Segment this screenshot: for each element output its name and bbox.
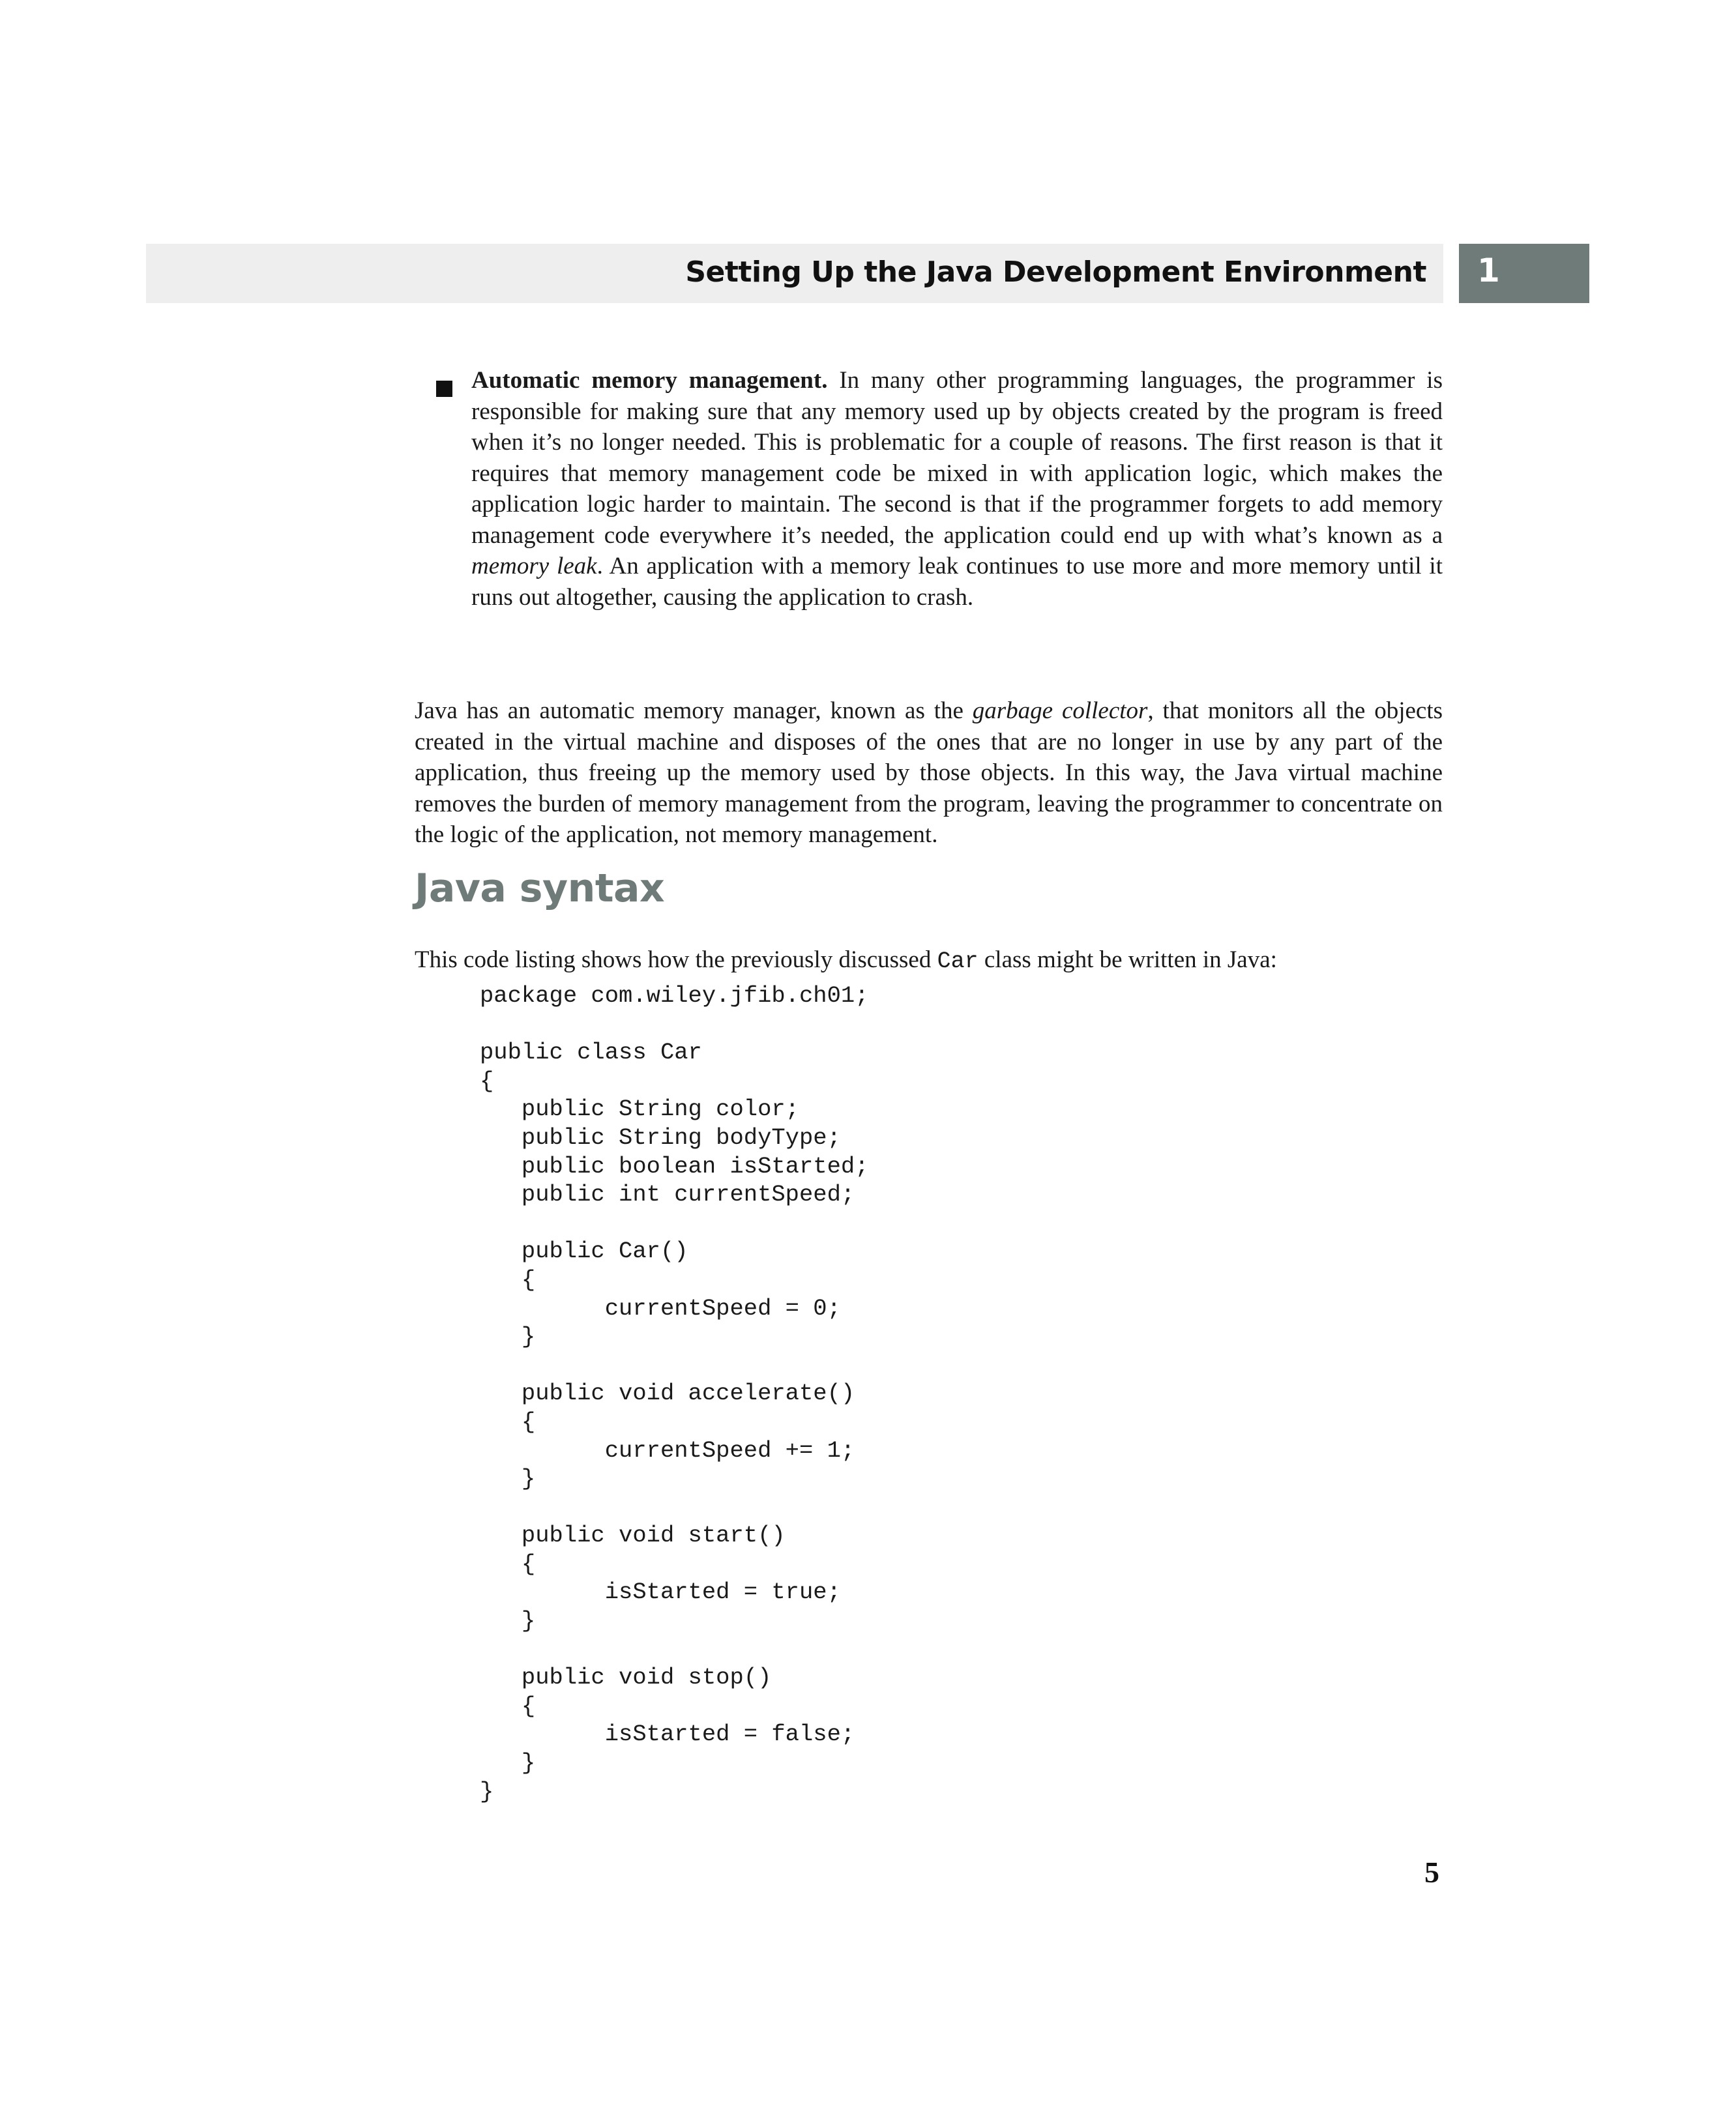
paragraph-1-part-1: Java has an automatic memory manager, known as the [415,697,973,724]
bullet-text-part-2: . An application with a memory leak continues to use more and more memory until it runs out altogether, causing the application to crash. [471,553,1443,611]
garbage-collector-paragraph [415,695,1443,851]
section-heading: Java syntax [415,866,665,911]
page-number: 5 [1424,1856,1439,1889]
inline-code-car: Car [937,948,978,974]
chapter-number: 1 [1477,252,1500,289]
paragraph-2-part-2: class might be written in Java: [978,946,1277,973]
bullet-text-part-1: In many other programming languages, the programmer is responsible for making sure that any memory used up by objects created by the program is freed when it’s no longer needed. This is problematic for a couple of reasons. The first reason is that it requires that memory management code be mixed in with application logic, which makes the application logic harder to maintain. The second is that if the programmer forgets to add memory management code everywhere it’s needed, the application could end up with what’s known as a [471,367,1443,549]
square-bullet-icon [436,381,452,397]
running-header-title: Setting Up the Java Development Environment [685,255,1426,289]
running-header [146,244,1443,303]
chapter-tab [1459,244,1589,303]
bullet-text [471,365,1443,613]
code-intro-paragraph [415,944,1443,978]
bullet-item [471,365,1443,613]
bullet-term: memory leak [471,553,597,579]
code-listing: package com.wiley.jfib.ch01; public class Car { public String color; public String bodyType; public boolean isStarted; public int currentSpeed; public Car() { currentSpeed = 0; } public void accelerate() { currentSpeed += 1; } public void start() { isStarted = true; } public void stop() { isStarted = false; } } [480,982,869,1805]
paragraph-2-part-1: This code listing shows how the previously discussed [415,946,937,973]
bullet-lead-in: Automatic memory management. [471,367,828,394]
paragraph-1-term: garbage collector [972,697,1148,724]
paragraph-1-part-2: , that monitors all the objects created in the virtual machine and disposes of the ones that are no longer in use by any part of the application, thus freeing up the memory used by those objects. In this way, the Java virtual machine removes the burden of memory management from the program, leaving the programmer to concentrate on the logic of the application, not memory management. [415,697,1443,848]
